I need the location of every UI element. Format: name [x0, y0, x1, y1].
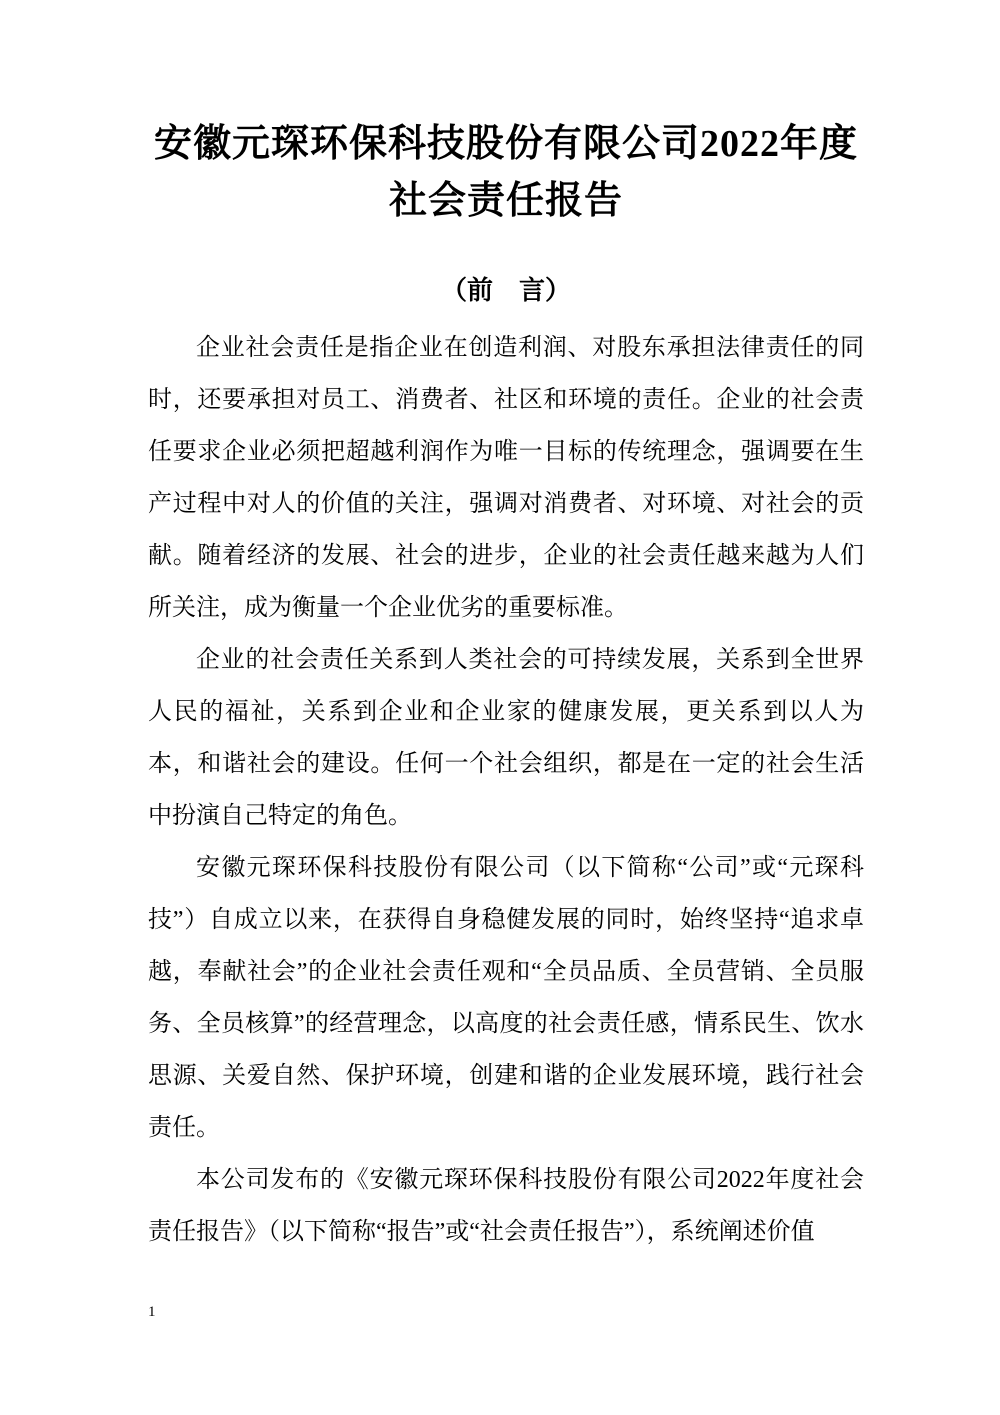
document-body: [148, 322, 864, 1258]
paragraph-4: 本公司发布的《安徽元琛环保科技股份有限公司2022年度社会责任报告》（以下简称“报告”或“社会责任报告”），系统阐述价值: [148, 1167, 864, 1245]
document-title: [148, 0, 864, 230]
preface-heading: （前 言）: [440, 276, 571, 305]
paragraph-1: 企业社会责任是指企业在创造利润、对股东承担法律责任的同时，还要承担对员工、消费者、社区和环境的责任。企业的社会责任要求企业必须把超越利润作为唯一目标的传统理念，强调要在生产过程中对人的价值的关注，强调对消费者、对环境、对社会的贡献。随着经济的发展、社会的进步，企业的社会责任越来越为人们所关注，成为衡量一个企业优劣的重要标准。: [148, 335, 864, 621]
document-title-line1: 安徽元琛环保科技股份有限公司2022年度: [153, 123, 858, 165]
paragraph-3: 安徽元琛环保科技股份有限公司（以下简称“公司”或“元琛科技”）自成立以来，在获得自身稳健发展的同时，始终坚持“追求卓越，奉献社会”的企业社会责任观和“全员品质、全员营销、全员服务、全员核算”的经营理念，以高度的社会责任感，情系民生、饮水思源、关爱自然、保护环境，创建和谐的企业发展环境，践行社会责任。: [148, 855, 864, 1141]
document-title-line2: 社会责任报告: [388, 180, 623, 222]
paragraph-2: 企业的社会责任关系到人类社会的可持续发展，关系到全世界人民的福祉，关系到企业和企业家的健康发展，更关系到以人为本，和谐社会的建设。任何一个社会组织，都是在一定的社会生活中扮演自己特定的角色。: [148, 647, 864, 829]
page-number: 1: [148, 1304, 156, 1320]
document-content: [148, 0, 864, 1258]
